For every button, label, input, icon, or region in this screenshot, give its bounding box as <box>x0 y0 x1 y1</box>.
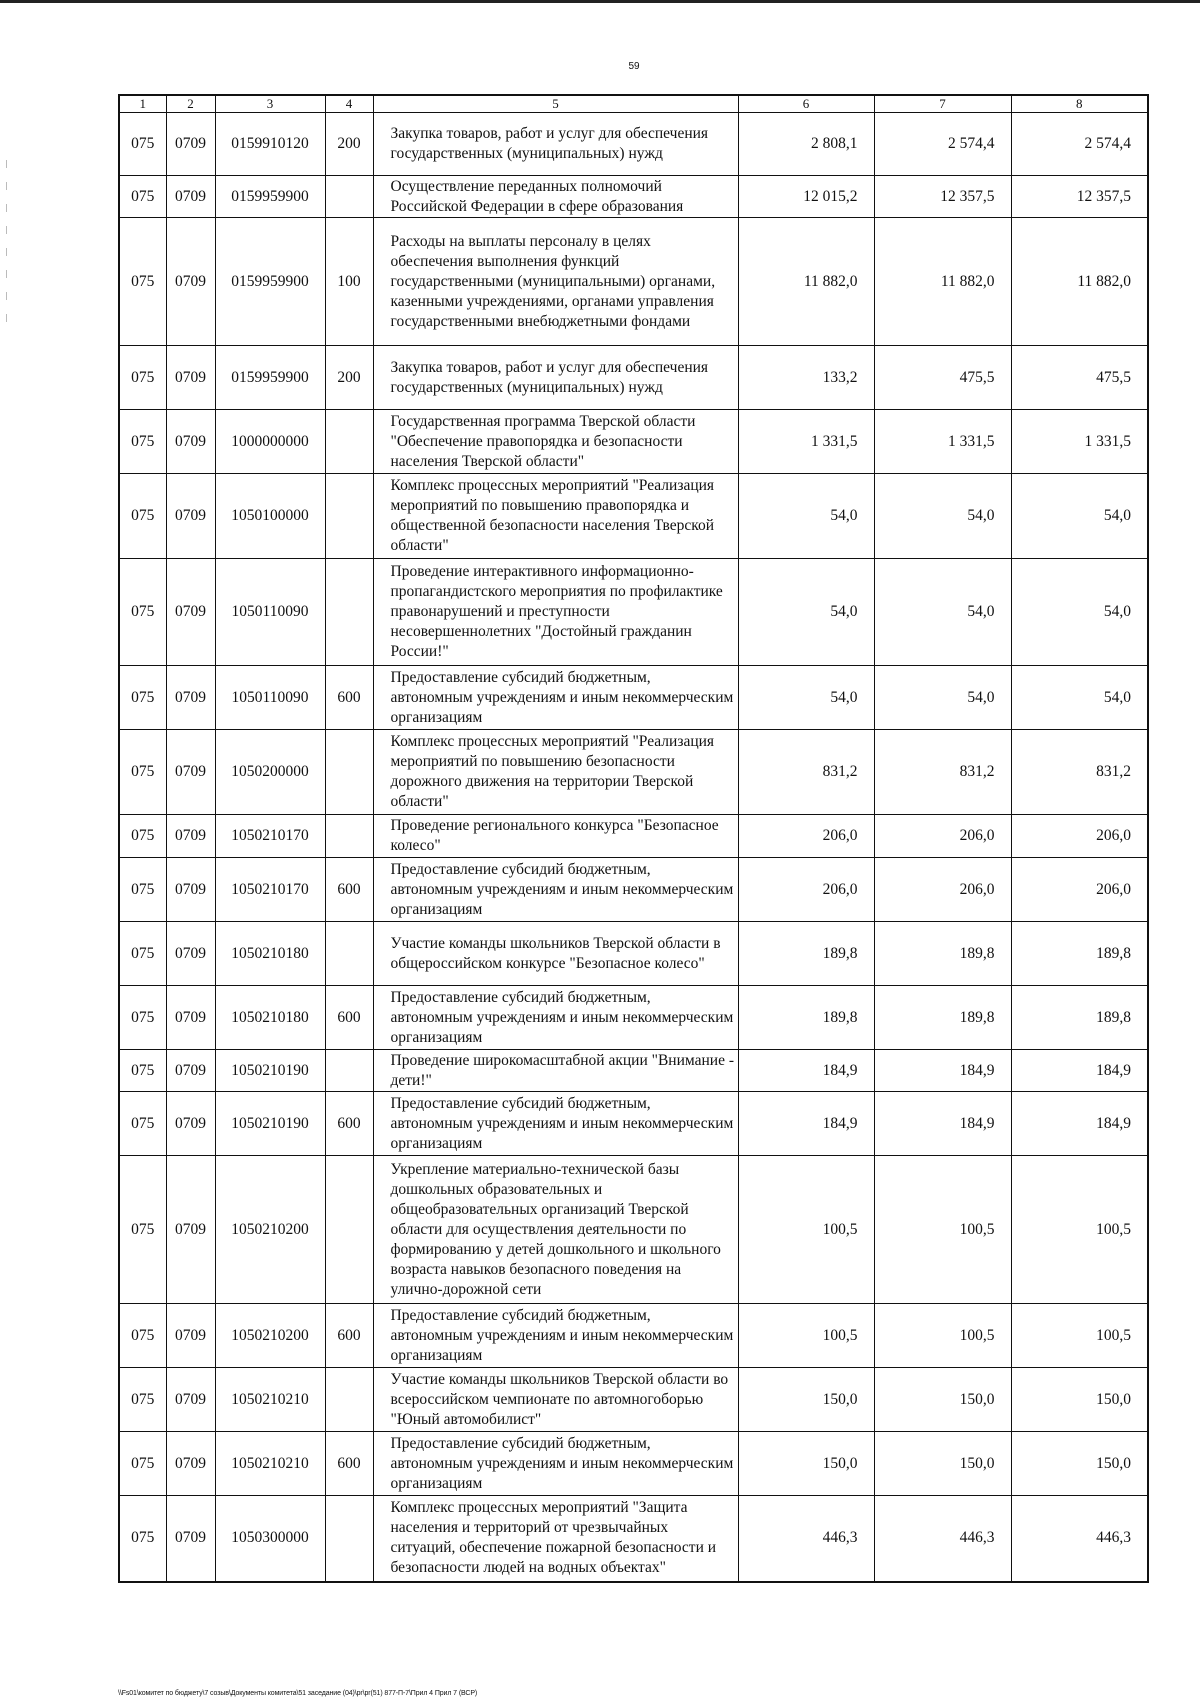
amount-col6-cell: 184,9 <box>738 1092 874 1156</box>
section-code-cell: 0709 <box>166 986 215 1050</box>
amount-col7-cell: 1 331,5 <box>874 410 1011 474</box>
target-article-cell: 1050210180 <box>215 986 325 1050</box>
expense-type-cell <box>325 730 373 815</box>
amount-col7-cell: 12 357,5 <box>874 176 1011 218</box>
expense-type-cell <box>325 815 373 858</box>
section-code-cell: 0709 <box>166 1304 215 1368</box>
item-name-cell: Предоставление субсидий бюджетным, автономным учреждениям и иным некоммерческим организациям <box>373 1304 738 1368</box>
amount-col8-cell: 100,5 <box>1011 1304 1148 1368</box>
target-article-cell: 1050210210 <box>215 1432 325 1496</box>
expense-type-cell: 600 <box>325 1092 373 1156</box>
item-name-cell: Предоставление субсидий бюджетным, автономным учреждениям и иным некоммерческим организациям <box>373 858 738 922</box>
item-name-cell: Комплекс процессных мероприятий "Реализация мероприятий по повышению правопорядка и общественной безопасности населения Тверской области" <box>373 474 738 559</box>
amount-col7-cell: 189,8 <box>874 922 1011 986</box>
table-row <box>119 1496 1148 1582</box>
expense-type-cell <box>325 410 373 474</box>
admin-code-cell: 075 <box>119 559 166 666</box>
section-code-cell: 0709 <box>166 1368 215 1432</box>
expense-type-cell: 600 <box>325 1432 373 1496</box>
table-row <box>119 730 1148 815</box>
table-row <box>119 1156 1148 1304</box>
admin-code-cell: 075 <box>119 218 166 346</box>
section-code-cell: 0709 <box>166 1156 215 1304</box>
budget-table <box>118 94 1149 1583</box>
amount-col7-cell: 184,9 <box>874 1092 1011 1156</box>
admin-code-cell: 075 <box>119 113 166 176</box>
amount-col7-cell: 475,5 <box>874 346 1011 410</box>
amount-col6-cell: 54,0 <box>738 666 874 730</box>
table-row <box>119 858 1148 922</box>
target-article-cell: 1050210190 <box>215 1092 325 1156</box>
amount-col6-cell: 2 808,1 <box>738 113 874 176</box>
target-article-cell: 1050200000 <box>215 730 325 815</box>
amount-col8-cell: 54,0 <box>1011 559 1148 666</box>
item-name-cell: Расходы на выплаты персоналу в целях обеспечения выполнения функций государственными (муниципальными) органами, казенными учреждениями, органами управления государственными внебюджетными фондами <box>373 218 738 346</box>
expense-type-cell <box>325 1050 373 1092</box>
section-code-cell: 0709 <box>166 1432 215 1496</box>
section-code-cell: 0709 <box>166 410 215 474</box>
file-path-footer: \\Fs01\комитет по бюджету\7 созыв\Документы комитета\51 заседание (04)\pr\pr(51) 877-П-7\Прил 4 Прил 7 (ВСР) <box>118 1690 478 1697</box>
item-name-cell: Предоставление субсидий бюджетным, автономным учреждениям и иным некоммерческим организациям <box>373 986 738 1050</box>
admin-code-cell: 075 <box>119 1092 166 1156</box>
amount-col8-cell: 54,0 <box>1011 474 1148 559</box>
amount-col7-cell: 100,5 <box>874 1304 1011 1368</box>
column-header-6: 6 <box>738 95 874 113</box>
amount-col6-cell: 150,0 <box>738 1432 874 1496</box>
table-row <box>119 113 1148 176</box>
amount-col7-cell: 11 882,0 <box>874 218 1011 346</box>
header-row <box>119 95 1148 113</box>
expense-type-cell: 100 <box>325 218 373 346</box>
target-article-cell: 1050210200 <box>215 1304 325 1368</box>
amount-col7-cell: 54,0 <box>874 474 1011 559</box>
amount-col8-cell: 184,9 <box>1011 1050 1148 1092</box>
section-code-cell: 0709 <box>166 218 215 346</box>
column-header-4: 4 <box>325 95 373 113</box>
amount-col8-cell: 100,5 <box>1011 1156 1148 1304</box>
item-name-cell: Предоставление субсидий бюджетным, автономным учреждениям и иным некоммерческим организациям <box>373 666 738 730</box>
expense-type-cell: 600 <box>325 666 373 730</box>
target-article-cell: 0159959900 <box>215 176 325 218</box>
target-article-cell: 1000000000 <box>215 410 325 474</box>
amount-col6-cell: 1 331,5 <box>738 410 874 474</box>
amount-col6-cell: 184,9 <box>738 1050 874 1092</box>
amount-col7-cell: 54,0 <box>874 559 1011 666</box>
expense-type-cell: 600 <box>325 858 373 922</box>
table-row <box>119 1092 1148 1156</box>
expense-type-cell <box>325 474 373 559</box>
item-name-cell: Проведение широкомасштабной акции "Внимание - дети!" <box>373 1050 738 1092</box>
amount-col7-cell: 189,8 <box>874 986 1011 1050</box>
admin-code-cell: 075 <box>119 1432 166 1496</box>
amount-col6-cell: 150,0 <box>738 1368 874 1432</box>
item-name-cell: Участие команды школьников Тверской области в общероссийском конкурсе "Безопасное колесо" <box>373 922 738 986</box>
top-border-line <box>0 0 1200 3</box>
expense-type-cell: 600 <box>325 986 373 1050</box>
column-header-2: 2 <box>166 95 215 113</box>
section-code-cell: 0709 <box>166 346 215 410</box>
item-name-cell: Закупка товаров, работ и услуг для обеспечения государственных (муниципальных) нужд <box>373 113 738 176</box>
amount-col7-cell: 206,0 <box>874 815 1011 858</box>
expense-type-cell <box>325 559 373 666</box>
amount-col6-cell: 12 015,2 <box>738 176 874 218</box>
section-code-cell: 0709 <box>166 1050 215 1092</box>
target-article-cell: 0159959900 <box>215 346 325 410</box>
admin-code-cell: 075 <box>119 1050 166 1092</box>
amount-col6-cell: 831,2 <box>738 730 874 815</box>
amount-col6-cell: 54,0 <box>738 474 874 559</box>
section-code-cell: 0709 <box>166 474 215 559</box>
table-row <box>119 346 1148 410</box>
admin-code-cell: 075 <box>119 346 166 410</box>
amount-col7-cell: 150,0 <box>874 1432 1011 1496</box>
amount-col6-cell: 133,2 <box>738 346 874 410</box>
target-article-cell: 1050110090 <box>215 666 325 730</box>
table-row <box>119 218 1148 346</box>
amount-col8-cell: 11 882,0 <box>1011 218 1148 346</box>
expense-type-cell <box>325 1368 373 1432</box>
target-article-cell: 1050210210 <box>215 1368 325 1432</box>
amount-col8-cell: 475,5 <box>1011 346 1148 410</box>
admin-code-cell: 075 <box>119 986 166 1050</box>
table-row <box>119 1368 1148 1432</box>
table-row <box>119 986 1148 1050</box>
target-article-cell: 1050210170 <box>215 815 325 858</box>
column-header-5: 5 <box>373 95 738 113</box>
table-row <box>119 666 1148 730</box>
section-code-cell: 0709 <box>166 730 215 815</box>
amount-col6-cell: 11 882,0 <box>738 218 874 346</box>
table-row <box>119 410 1148 474</box>
table-row <box>119 559 1148 666</box>
admin-code-cell: 075 <box>119 858 166 922</box>
amount-col6-cell: 100,5 <box>738 1304 874 1368</box>
section-code-cell: 0709 <box>166 113 215 176</box>
expense-type-cell: 200 <box>325 346 373 410</box>
item-name-cell: Комплекс процессных мероприятий "Защита населения и территорий от чрезвычайных ситуаций, обеспечение пожарной безопасности и безопасности людей на водных объектах" <box>373 1496 738 1582</box>
amount-col8-cell: 54,0 <box>1011 666 1148 730</box>
amount-col7-cell: 446,3 <box>874 1496 1011 1582</box>
section-code-cell: 0709 <box>166 559 215 666</box>
target-article-cell: 1050210200 <box>215 1156 325 1304</box>
target-article-cell: 1050100000 <box>215 474 325 559</box>
section-code-cell: 0709 <box>166 922 215 986</box>
amount-col6-cell: 189,8 <box>738 922 874 986</box>
amount-col8-cell: 2 574,4 <box>1011 113 1148 176</box>
item-name-cell: Закупка товаров, работ и услуг для обеспечения государственных (муниципальных) нужд <box>373 346 738 410</box>
item-name-cell: Укрепление материально-технической базы дошкольных образовательных и общеобразовательных организаций Тверской области для осуществления деятельности по формированию у детей дошкольного и школьного возраста навыков безопасного поведения на улично-дорожной сети <box>373 1156 738 1304</box>
amount-col6-cell: 189,8 <box>738 986 874 1050</box>
admin-code-cell: 075 <box>119 922 166 986</box>
column-header-8: 8 <box>1011 95 1148 113</box>
amount-col8-cell: 189,8 <box>1011 986 1148 1050</box>
table-row <box>119 922 1148 986</box>
admin-code-cell: 075 <box>119 410 166 474</box>
target-article-cell: 1050110090 <box>215 559 325 666</box>
amount-col7-cell: 150,0 <box>874 1368 1011 1432</box>
column-header-1: 1 <box>119 95 166 113</box>
item-name-cell: Государственная программа Тверской области "Обеспечение правопорядка и безопасности населения Тверской области" <box>373 410 738 474</box>
amount-col8-cell: 189,8 <box>1011 922 1148 986</box>
item-name-cell: Проведение интерактивного информационно-пропагандистского мероприятия по профилактике правонарушений и преступности несовершеннолетних "Достойный гражданин России!" <box>373 559 738 666</box>
amount-col8-cell: 1 331,5 <box>1011 410 1148 474</box>
amount-col8-cell: 12 357,5 <box>1011 176 1148 218</box>
item-name-cell: Предоставление субсидий бюджетным, автономным учреждениям и иным некоммерческим организациям <box>373 1092 738 1156</box>
admin-code-cell: 075 <box>119 474 166 559</box>
admin-code-cell: 075 <box>119 666 166 730</box>
amount-col7-cell: 100,5 <box>874 1156 1011 1304</box>
admin-code-cell: 075 <box>119 1496 166 1582</box>
admin-code-cell: 075 <box>119 1156 166 1304</box>
section-code-cell: 0709 <box>166 176 215 218</box>
amount-col8-cell: 150,0 <box>1011 1368 1148 1432</box>
item-name-cell: Участие команды школьников Тверской области во всероссийском чемпионате по автомногоборью "Юный автомобилист" <box>373 1368 738 1432</box>
target-article-cell: 0159959900 <box>215 218 325 346</box>
amount-col7-cell: 184,9 <box>874 1050 1011 1092</box>
item-name-cell: Осуществление переданных полномочий Российской Федерации в сфере образования <box>373 176 738 218</box>
target-article-cell: 1050210170 <box>215 858 325 922</box>
target-article-cell: 1050300000 <box>215 1496 325 1582</box>
amount-col8-cell: 206,0 <box>1011 858 1148 922</box>
page-number: 59 <box>628 61 640 72</box>
target-article-cell: 1050210180 <box>215 922 325 986</box>
item-name-cell: Предоставление субсидий бюджетным, автономным учреждениям и иным некоммерческим организациям <box>373 1432 738 1496</box>
expense-type-cell <box>325 1156 373 1304</box>
scan-margin-marks <box>6 160 8 330</box>
table-row <box>119 1432 1148 1496</box>
admin-code-cell: 075 <box>119 176 166 218</box>
expense-type-cell <box>325 176 373 218</box>
target-article-cell: 1050210190 <box>215 1050 325 1092</box>
admin-code-cell: 075 <box>119 1304 166 1368</box>
admin-code-cell: 075 <box>119 1368 166 1432</box>
amount-col7-cell: 2 574,4 <box>874 113 1011 176</box>
amount-col6-cell: 100,5 <box>738 1156 874 1304</box>
admin-code-cell: 075 <box>119 815 166 858</box>
table-row <box>119 1050 1148 1092</box>
amount-col6-cell: 446,3 <box>738 1496 874 1582</box>
table-body <box>119 113 1148 1582</box>
amount-col6-cell: 54,0 <box>738 559 874 666</box>
table-row <box>119 474 1148 559</box>
amount-col8-cell: 206,0 <box>1011 815 1148 858</box>
section-code-cell: 0709 <box>166 1496 215 1582</box>
amount-col6-cell: 206,0 <box>738 858 874 922</box>
expense-type-cell <box>325 1496 373 1582</box>
section-code-cell: 0709 <box>166 858 215 922</box>
amount-col6-cell: 206,0 <box>738 815 874 858</box>
expense-type-cell <box>325 922 373 986</box>
column-header-3: 3 <box>215 95 325 113</box>
table-row <box>119 1304 1148 1368</box>
section-code-cell: 0709 <box>166 815 215 858</box>
section-code-cell: 0709 <box>166 666 215 730</box>
amount-col7-cell: 54,0 <box>874 666 1011 730</box>
amount-col8-cell: 150,0 <box>1011 1432 1148 1496</box>
admin-code-cell: 075 <box>119 730 166 815</box>
amount-col8-cell: 446,3 <box>1011 1496 1148 1582</box>
amount-col8-cell: 184,9 <box>1011 1092 1148 1156</box>
table-row <box>119 176 1148 218</box>
target-article-cell: 0159910120 <box>215 113 325 176</box>
amount-col7-cell: 206,0 <box>874 858 1011 922</box>
amount-col8-cell: 831,2 <box>1011 730 1148 815</box>
item-name-cell: Проведение регионального конкурса "Безопасное колесо" <box>373 815 738 858</box>
table-row <box>119 815 1148 858</box>
expense-type-cell: 600 <box>325 1304 373 1368</box>
amount-col7-cell: 831,2 <box>874 730 1011 815</box>
item-name-cell: Комплекс процессных мероприятий "Реализация мероприятий по повышению безопасности дорожного движения на территории Тверской области" <box>373 730 738 815</box>
column-header-7: 7 <box>874 95 1011 113</box>
expense-type-cell: 200 <box>325 113 373 176</box>
section-code-cell: 0709 <box>166 1092 215 1156</box>
